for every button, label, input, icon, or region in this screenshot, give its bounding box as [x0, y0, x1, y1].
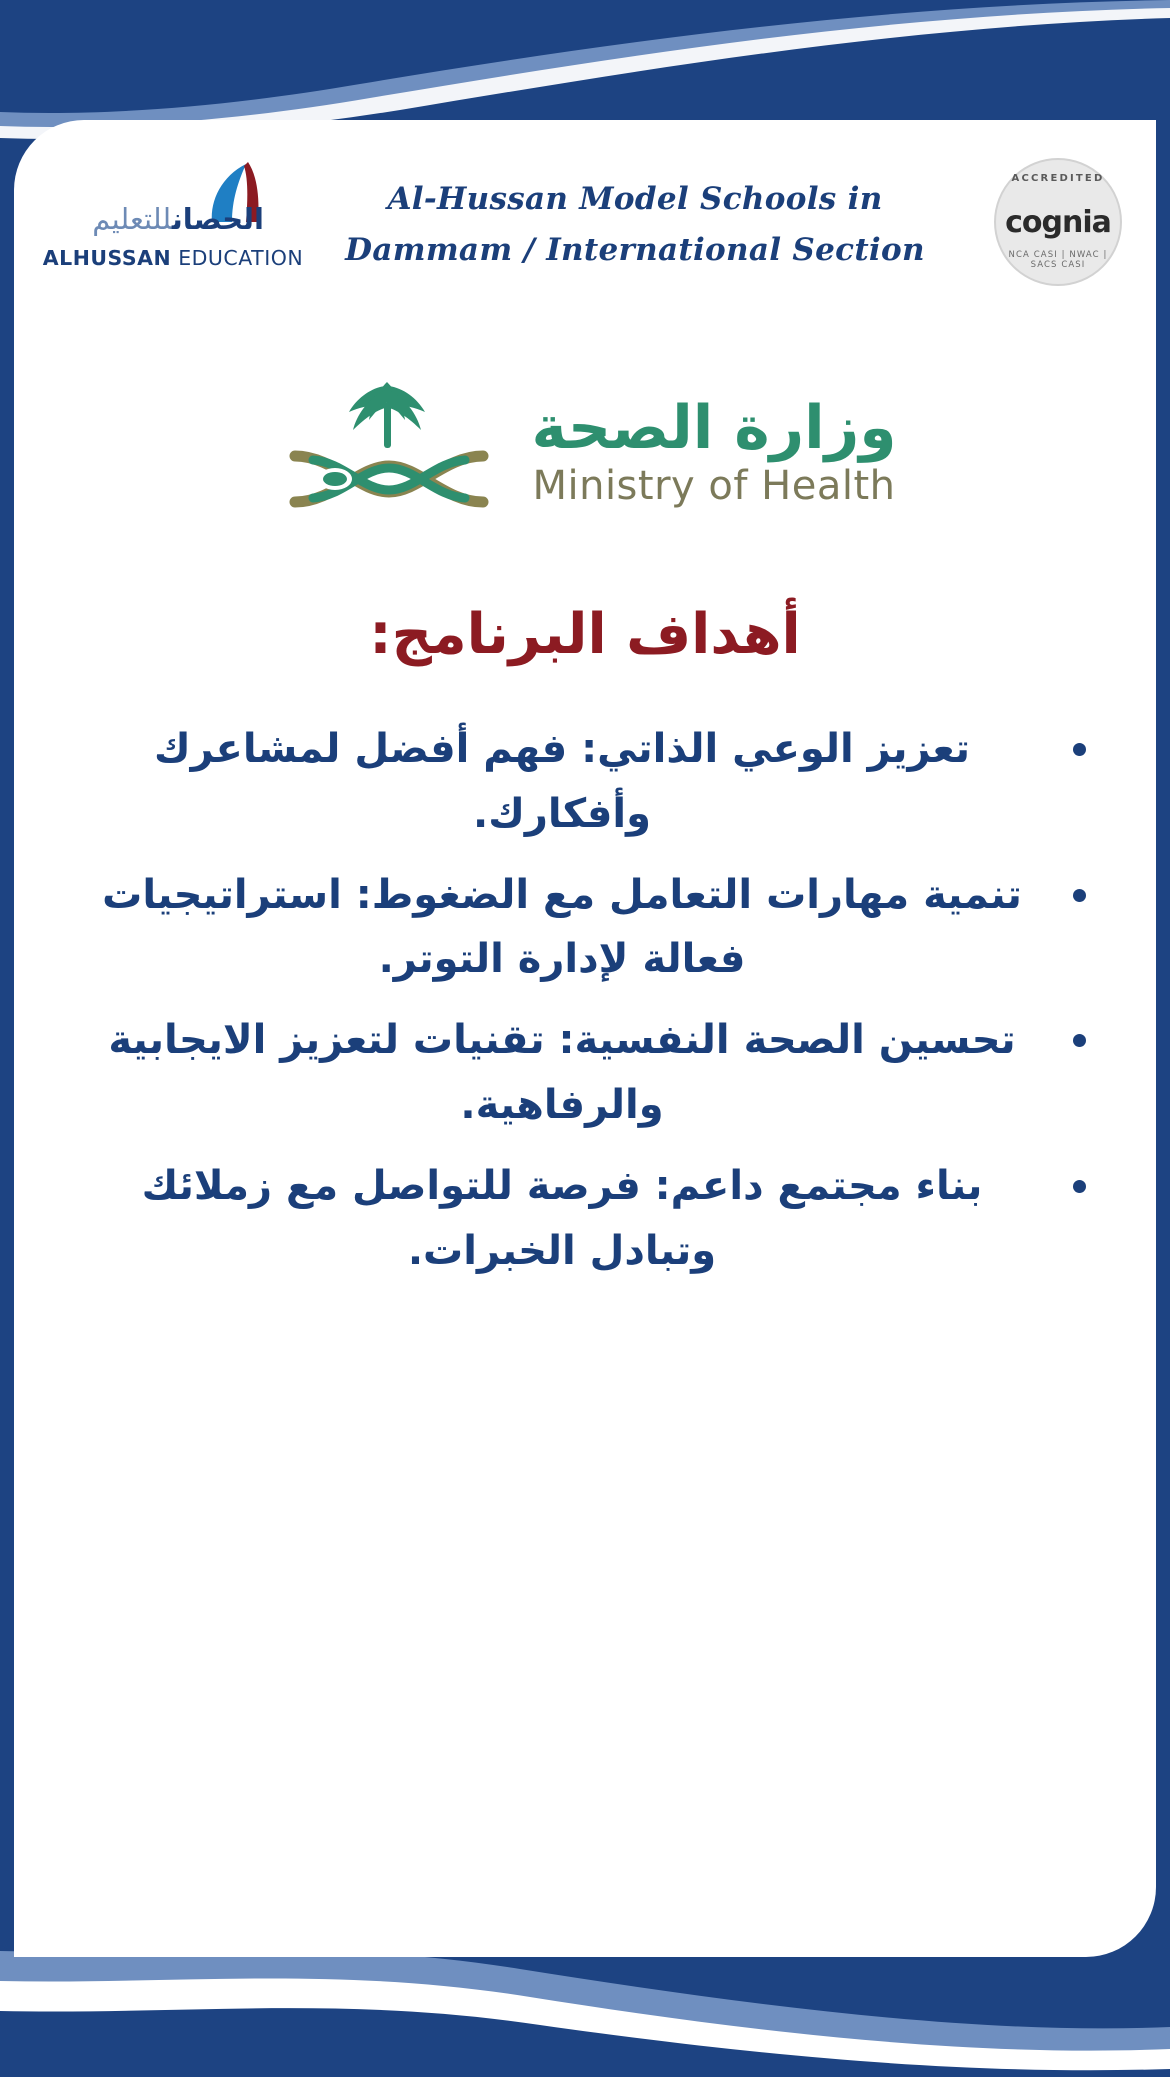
ministry-logo-text	[531, 395, 896, 509]
list-item-text: تحسين الصحة النفسية: تقنيات لتعزيز الايجابية والرفاهية.	[108, 1017, 1016, 1128]
bullet-icon	[1073, 743, 1086, 756]
accreditation-top-text: ACCREDITED	[1011, 173, 1105, 184]
alhussan-arabic-wordmark	[92, 202, 264, 236]
alhussan-arabic-main: الحصان	[171, 202, 264, 236]
alhussan-arabic-light: للتعليم	[92, 202, 172, 236]
alhussan-english-light: EDUCATION	[178, 246, 304, 270]
alhussan-logo-mark	[68, 166, 278, 244]
list-item-text: بناء مجتمع داعم: فرصة للتواصل مع زملائك وتبادل الخبرات.	[141, 1162, 983, 1274]
list-item-text: تنمية مهارات التعامل مع الضغوط: استراتيجيات فعالة لإدارة التوتر.	[102, 871, 1022, 983]
list-item-text: تعزيز الوعي الذاتي: فهم أفضل لمشاعرك وأفكارك.	[153, 726, 971, 837]
alhussan-english-bold: ALHUSSAN	[42, 246, 172, 270]
ministry-of-health-logo	[14, 372, 1156, 532]
school-title-line-2: Dammam / International Section	[345, 232, 925, 269]
list-item	[78, 863, 1092, 993]
list-item	[78, 1154, 1092, 1284]
ministry-english-name: Ministry of Health	[532, 463, 896, 509]
page-title: أهداف البرنامج:	[369, 602, 801, 667]
school-title	[298, 148, 972, 276]
ministry-arabic-name: وزارة الصحة	[531, 393, 897, 463]
alhussan-english-wordmark	[43, 246, 303, 270]
content-card	[14, 120, 1156, 1957]
accreditation-bottom-text: NCA CASI | NWAC | SACS CASI	[1008, 250, 1108, 270]
list-item	[78, 717, 1092, 847]
bullet-icon	[1073, 1034, 1086, 1047]
cognia-accreditation-badge	[994, 158, 1122, 286]
school-title-line-1: Al-Hussan Model Schools in	[387, 181, 883, 217]
cognia-wordmark: cognia	[1005, 204, 1111, 240]
accreditation-area	[972, 148, 1122, 286]
bullet-icon	[1073, 889, 1086, 902]
bullet-icon	[1073, 1180, 1086, 1193]
goals-list	[78, 717, 1092, 1283]
list-item	[78, 1008, 1092, 1138]
header	[14, 120, 1156, 330]
palm-swords-emblem-icon	[273, 372, 505, 532]
alhussan-logo	[42, 148, 304, 270]
